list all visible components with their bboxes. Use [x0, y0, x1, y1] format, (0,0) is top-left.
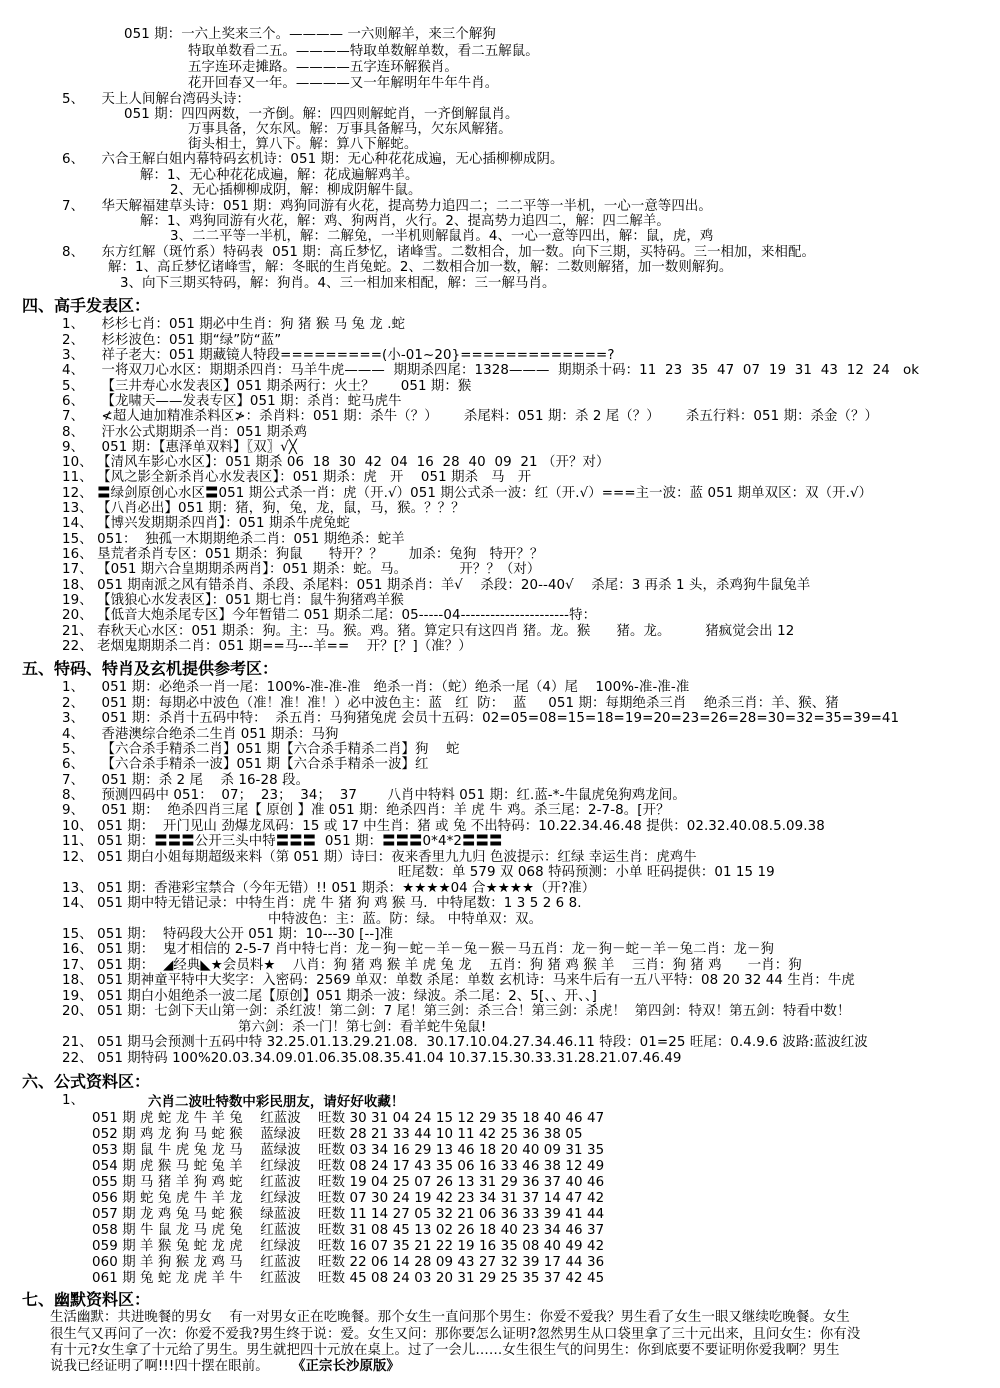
- text-line: 16、 垦荒者杀肖专区：051 期杀：狗鼠 特开？？ 加杀：兔狗 特开？？: [62, 547, 544, 562]
- text-line: 6、 【龙啸天——发表专区】051 期：杀肖：蛇马虎牛: [62, 394, 402, 409]
- signature: 《正宗长沙原版》: [292, 1359, 400, 1374]
- text-line: 19、 【饿狼心水发表区】：051 期七肖：鼠牛狗猪鸡羊猴: [62, 593, 404, 608]
- text-line: 20、 【低音大炮杀尾专区】今年暂错二 051 期杀二尾：05-----04----------------------特：: [62, 608, 597, 623]
- text-line: 9、 051 期： 绝杀四肖三尾【 原创 】准 051 期：绝杀四肖：羊 虎 牛 鸡。杀三尾：2-7-8。[开？: [62, 803, 670, 818]
- text-line: 第六剑：杀一门！第七剑：看羊蛇牛兔鼠!: [238, 1020, 487, 1035]
- text-line: 说我已经证明了啊!!!四十摆在眼前。: [50, 1359, 269, 1374]
- text-line: 12、 〓绿剑原创心水区〓051 期公式杀一肖：虎（开.√）051 期公式杀一波：红（开.√）===主一波：蓝 051 期单双区：双（开.√）: [62, 486, 873, 501]
- text-line: 12、 051 期白小姐每期超级来料（第 051 期）诗曰：夜来香里九九归 色波提示：红绿 幸运生肖：虎鸡牛: [62, 850, 697, 865]
- text-line: 3、 祥子老大：051 期藏镜人特段=========(小-01~20}=============?: [62, 348, 615, 363]
- text-line: 5、 【三井寿心水发表区】051 期杀两行：火土？ 051 期：猴: [62, 379, 472, 394]
- text-line: 18、 051 期南派之风有错杀肖、杀段、杀尾料：051 期杀肖：羊√ 杀段：20--40√ 杀尾：3 再杀 1 头，杀鸡狗牛鼠兔羊: [62, 578, 811, 593]
- text-line: 6、 【六合杀手精杀一波】051 期【六合杀手精杀一波】红: [62, 757, 429, 772]
- text-line: 13、 【八肖必出】051 期：猪，狗，兔，龙，鼠，马，猴。？？？: [62, 501, 465, 516]
- text-line: 14、 051 期中特无错记录：中特生肖：虎 牛 猪 狗 鸡 猴 马. 中特尾数：1 3 5 2 6 8.: [62, 896, 582, 911]
- table-row: 059 期 羊 猴 兔 蛇 龙 虎 红绿波 旺数 16 07 35 21 22 19 16 35 08 40 49 42: [92, 1239, 605, 1254]
- section-title: 七、幽默资料区：: [22, 1290, 151, 1309]
- text-line: 解：1、鸡狗同游有火花，解：鸡、狗两肖，火行。2、提高势力追四二，解：四二解羊。: [140, 214, 670, 229]
- text-line: 18、 051 期神童平特中大奖字：入密码：2569 单双：单数 杀尾：单数 玄机诗：马来牛后有一五八平特：08 20 32 44 生肖：牛虎: [62, 973, 855, 988]
- text-line: 8、 预测四码中 051： 07； 23； 34； 37 八肖中特料 051 期：红.蓝-*-牛鼠虎兔狗鸡龙间。: [62, 788, 686, 803]
- text-line: 7、 华天解福建草头诗：051 期：鸡狗同游有火花，提高势力追四二；二二平等一半机，一心一意等四出。: [62, 199, 712, 214]
- text-line: 2、 杉杉波色：051 期“绿”防“蓝”: [62, 333, 282, 348]
- text-line: 2、无心插柳柳成阴，解：柳成阴解牛鼠。: [170, 183, 422, 198]
- text-line: 7、 ≮超人迪加精准杀料区≯：杀肖料：051 期：杀牛（？） 杀尾料：051 期：杀 2 尾（？） 杀五行料：051 期：杀金（？）: [62, 409, 879, 424]
- text-line: 7、 051 期：杀 2 尾 杀 16-28 段。: [62, 773, 310, 788]
- text-line: 特取单数看二五。————特取单数解单数，看二五解鼠。: [188, 44, 539, 59]
- text-line: 10、 051 期： 开门见山 劲爆龙凤码：15 或 17 中生肖：猪 或 兔 不出特码：10.22.34.46.48 提供：02.32.40.08.5.09.38: [62, 819, 825, 834]
- text-line: 5、 天上人间解台湾码头诗：: [62, 92, 250, 107]
- table-row: 058 期 牛 鼠 龙 马 虎 兔 红蓝波 旺数 31 08 45 13 02 26 18 40 23 34 46 37: [92, 1223, 605, 1238]
- text-line: 4、 一将双刀心水区：期期杀四肖：马羊牛虎——— 期期杀四尾：1328——— 期期杀十码：11 23 35 47 07 19 31 43 12 24 ok: [62, 363, 920, 378]
- text-line: 3、向下三期买特码，解：狗肖。4、三一相加来相配，解：三一解马肖。: [120, 276, 556, 291]
- text-line: 19、 051 期白小姐绝杀一波二尾【原创】051 期杀一波：绿波。杀二尾：2、5[、、开、、]: [62, 989, 598, 1004]
- table-row: 055 期 马 猪 羊 狗 鸡 蛇 红蓝波 旺数 19 04 25 07 26 13 31 29 36 37 40 46: [92, 1175, 605, 1190]
- table-row: 054 期 虎 猴 马 蛇 兔 羊 红绿波 旺数 08 24 17 43 35 06 16 33 46 38 12 49: [92, 1159, 605, 1174]
- text-line: 中特波色：主：蓝。防：绿。 中特单双：双。: [268, 912, 543, 927]
- text-line: 13、 051 期：香港彩宝禁合（今年无错）!! 051 期杀：★★★★04 合★★★★（开?准）: [62, 881, 596, 896]
- text-line: 8、 东方红解（斑竹系）特码表 051 期：高丘梦忆，诸峰雪。二数相合，加一数。向下三期，买特码。三一相加，来相配。: [62, 245, 815, 260]
- table-row: 053 期 鼠 牛 虎 兔 龙 马 蓝绿波 旺数 03 34 16 29 13 46 18 20 40 09 31 35: [92, 1143, 605, 1158]
- table-row: 052 期 鸡 龙 狗 马 蛇 猴 蓝绿波 旺数 28 21 33 44 10 11 42 25 36 38 05: [92, 1127, 583, 1142]
- text-line: 5、 【六合杀手精杀二肖】051 期【六合杀手精杀二肖】狗 蛇: [62, 742, 460, 757]
- text-line: 051 期：一六上奖来三个。———— 一六则解羊，来三个解狗: [124, 27, 496, 42]
- text-line: 11、 【风之影全新杀肖心水发表区】：051 期杀：虎 开 051 期杀 马 开: [62, 470, 532, 485]
- section-title: 五、特码、特肖及玄机提供参考区：: [22, 659, 279, 678]
- text-line: 街头相士，算八下。解：算八下解蛇。: [188, 137, 418, 152]
- text-line: 9、 051 期：【惠泽单双料】〖双〗√╳: [62, 440, 298, 455]
- text-line: 6、 六合王解白姐内幕特码玄机诗：051 期：无心种花花成遍，无心插柳柳成阴。: [62, 152, 564, 167]
- text-line: 2、 051 期：每期必中波色（准！准！准！）必中波色主：蓝 红 防： 蓝 051 期：每期绝杀三肖 绝杀三肖：羊、猴、猪: [62, 696, 839, 711]
- text-line: 22、 老烟鬼期期杀二肖：051 期==马---羊== 开？[？]（准？）: [62, 639, 472, 654]
- text-line: 3、 051 期：杀肖十五码中特： 杀五肖：马狗猪兔虎 会员十五码：02=05=08=15=18=19=20=23=26=28=30=32=35=39=41: [62, 711, 900, 726]
- text-line: 051 期：四四两数，一齐倒。解：四四则解蛇肖，一齐倒解鼠肖。: [124, 107, 519, 122]
- text-line: 五字连环走摊路。————五字连环解猴肖。: [188, 60, 458, 75]
- text-line: 10、 【清风车影心水区】：051 期杀 06 18 30 42 04 16 28 40 09 21 （开？对）: [62, 455, 610, 470]
- text-line: 很生气又再问了一次：你爱不爱我?男生终于说：爱。女生又问：那你要怎么证明?忽然男生从口袋里拿了三十元出来，且问女生：你有没: [50, 1327, 861, 1342]
- text-line: 万事具备，欠东风。解：万事具备解马，欠东风解猪。: [188, 122, 512, 137]
- text-line: 1、 051 期：必绝杀一肖一尾：100%-准-准-准 绝杀一肖：（蛇）绝杀一尾（4）尾 100%-准-准-准: [62, 680, 690, 695]
- text-line: 解：1、无心种花花成遍，解：花成遍解鸡羊。: [140, 168, 419, 183]
- text-line: 解：1、高丘梦忆诸峰雪，解：冬眠的生肖兔蛇。2、二数相合加一数，解：二数则解猪，加一数则解狗。: [108, 260, 733, 275]
- text-line: 1、 杉杉七肖：051 期必中生肖：狗 猪 猴 马 兔 龙 .蛇: [62, 317, 406, 332]
- text-line: 21、 春秋天心水区：051 期杀：狗。主：马。猴。鸡。猪。算定只有这四肖 猪。龙。猴 猪。龙。 猪疯觉会出 12: [62, 624, 795, 639]
- text-line: 16、 051 期： 鬼才相信的 2-5-7 肖中特七肖：龙－狗－蛇－羊－兔－猴－马五肖：龙－狗－蛇－羊－兔二肖：龙－狗: [62, 942, 775, 957]
- text-line: 花开回春又一年。————又一年解明年牛年牛肖。: [188, 76, 499, 91]
- section-title: 四、高手发表区：: [22, 296, 151, 315]
- text-line: 20、 051 期：七剑下天山第一剑：杀红波！第二剑：7 尾！第三剑：杀三合！第三剑：杀虎！ 第四剑：特双！第五剑：特看中数！: [62, 1004, 851, 1019]
- text-line: 15、 051： 独孤一木期期绝杀二肖：051 期绝杀：蛇羊: [62, 532, 405, 547]
- table-row: 060 期 羊 狗 猴 龙 鸡 马 红蓝波 旺数 22 06 14 28 09 43 27 32 39 17 44 36: [92, 1255, 605, 1270]
- text-line: 17、 【051 期六合皇期期杀两肖】：051 期杀：蛇。马。 开？？（对）: [62, 562, 541, 577]
- intro-text: 六肖二波吐特数中彩民朋友，请好好收藏！: [148, 1095, 405, 1110]
- text-line: 有十元?女生拿了十元给了男生。男生就把四十元放在桌上。过了一会儿……女生很生气的问男生：你到底要不要证明你爱我啊？男生: [50, 1343, 840, 1358]
- table-row: 056 期 蛇 兔 虎 牛 羊 龙 红绿波 旺数 07 30 24 19 42 23 34 31 37 14 47 42: [92, 1191, 605, 1206]
- table-row: 057 期 龙 鸡 兔 马 蛇 猴 绿蓝波 旺数 11 14 27 05 32 21 06 36 33 39 41 44: [92, 1207, 605, 1222]
- text-line: 8、 汗水公式期期杀一肖：051 期杀鸡: [62, 425, 308, 440]
- text-line: 21、 051 期马会预测十五码中特 32.25.01.13.29.21.08. 30.17.10.04.27.34.46.11 特段：01=25 旺尾：0.4.9.6 波路:蓝波红波: [62, 1035, 868, 1050]
- text-line: 生活幽默：共进晚餐的男女 有一对男女正在吃晚餐。那个女生一直问那个男生：你爱不爱我？男生看了女生一眼又继续吃晚餐。女生: [50, 1310, 850, 1325]
- text-line: 22、 051 期特码 100%20.03.34.09.01.06.35.08.35.41.04 10.37.15.30.33.31.28.21.07.46.49: [62, 1051, 682, 1066]
- text-line: 3、二二平等一半机，解：二解兔，一半机则解鼠肖。4、一心一意等四出，解：鼠，虎，鸡: [170, 229, 714, 244]
- table-row: 051 期 虎 蛇 龙 牛 羊 兔 红蓝波 旺数 30 31 04 24 15 12 29 35 18 40 46 47: [92, 1111, 605, 1126]
- section-title: 六、公式资料区：: [22, 1072, 151, 1091]
- text-line: 15、 051 期： 特码段大公开 051 期：10---30 [--]准: [62, 927, 394, 942]
- text-line: 14、 【博兴发期期杀四肖】：051 期杀牛虎兔蛇: [62, 516, 350, 531]
- text-line: 11、 051 期：〓〓〓公开三头中特〓〓〓 051 期：〓〓〓0*4*2〓〓〓: [62, 834, 503, 849]
- item-number: 1、: [62, 1093, 85, 1108]
- table-row: 061 期 兔 蛇 龙 虎 羊 牛 红蓝波 旺数 45 08 24 03 20 31 29 25 35 37 42 45: [92, 1271, 605, 1286]
- text-line: 17、 051 期： ◢经典◣★会员料★ 八肖：狗 猪 鸡 猴 羊 虎 兔 龙 五肖：狗 猪 鸡 猴 羊 三肖：狗 猪 鸡 一肖：狗: [62, 958, 802, 973]
- text-line: 4、 香港澳综合绝杀二生肖 051 期杀：马狗: [62, 727, 339, 742]
- text-line: 旺尾数：单 579 双 068 特码预测：小单 旺码提供：01 15 19: [398, 865, 775, 880]
